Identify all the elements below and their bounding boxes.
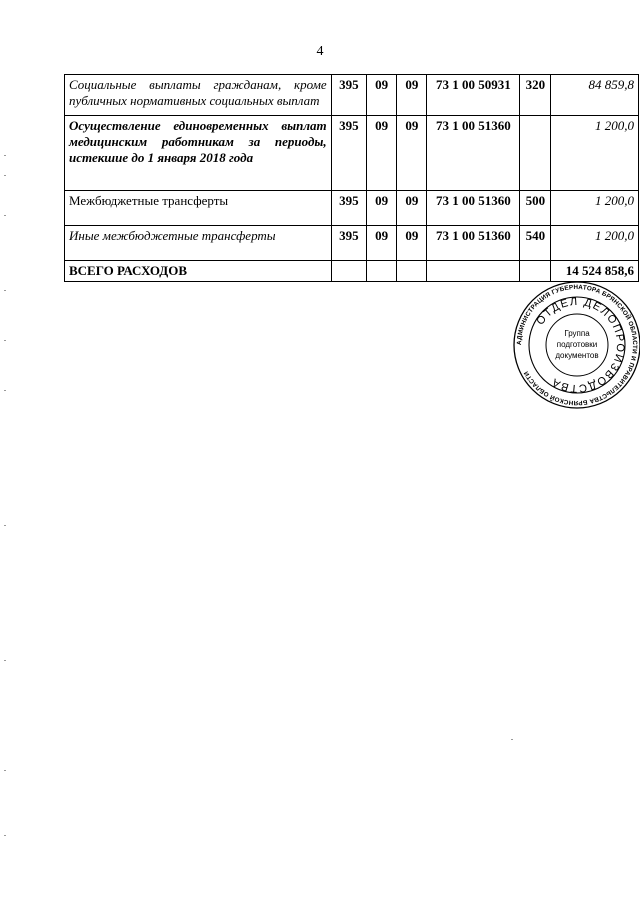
- scan-speck: [4, 155, 6, 156]
- stamp-seal-svg: [512, 270, 640, 420]
- scan-speck: [4, 175, 6, 176]
- total-label: ВСЕГО РАСХОДОВ: [65, 261, 332, 282]
- row-name: Иные межбюджетные трансферты: [65, 226, 332, 261]
- stamp-center-line: подготовки: [556, 340, 598, 349]
- row-sum: 84 859,8: [551, 75, 639, 116]
- scan-speck: [4, 770, 6, 771]
- row-gr-code: 395: [331, 75, 366, 116]
- row-pr-code: 09: [397, 75, 427, 116]
- page-number: 4: [316, 44, 324, 59]
- scan-speck: [4, 390, 6, 391]
- stamp-center-line: документов: [555, 351, 599, 360]
- row-name: Осуществление единовременных выплат медицинским работникам за периоды, истекшие до 1 января 2018 года: [65, 116, 332, 191]
- row-name: Социальные выплаты гражданам, кроме публичных нормативных социальных выплат: [65, 75, 332, 116]
- stamp-center-line: Группа: [564, 329, 590, 338]
- stamp-seal: [512, 270, 640, 420]
- scan-speck: [4, 290, 6, 291]
- row-gr-code: 395: [331, 191, 366, 226]
- stamp-outer-text: АДМИНИСТРАЦИЯ ГУБЕРНАТОРА БРЯНСКОЙ ОБЛАСТИ И ПРАВИТЕЛЬСТВА БРЯНСКОЙ ОБЛАСТИ: [515, 283, 639, 407]
- row-vr-code: 540: [520, 226, 551, 261]
- table-row: [65, 226, 639, 261]
- stamp-ring-text: ОТДЕЛ ДЕЛОПРОИЗВОДСТВА: [534, 295, 627, 395]
- row-vr-code: [520, 116, 551, 191]
- scan-speck: [4, 525, 6, 526]
- scan-speck: [4, 340, 6, 341]
- row-vr-code: 500: [520, 191, 551, 226]
- row-vr-code: 320: [520, 75, 551, 116]
- table-row: [65, 191, 639, 226]
- row-sum: 1 200,0: [551, 116, 639, 191]
- row-gr-code: 395: [331, 226, 366, 261]
- row-pr-code: 09: [397, 191, 427, 226]
- row-sum: 1 200,0: [551, 191, 639, 226]
- row-gr-code: 395: [331, 116, 366, 191]
- scan-speck: [4, 660, 6, 661]
- table-row: [65, 116, 639, 191]
- expenditure-table: [64, 74, 639, 282]
- row-sum: 1 200,0: [551, 226, 639, 261]
- row-rz-code: 09: [367, 226, 397, 261]
- row-csr-code: 73 1 00 51360: [427, 226, 520, 261]
- scan-speck: [511, 739, 513, 740]
- row-pr-code: 09: [397, 116, 427, 191]
- row-csr-code: 73 1 00 50931: [427, 75, 520, 116]
- row-csr-code: 73 1 00 51360: [427, 116, 520, 191]
- scan-speck: [4, 835, 6, 836]
- row-csr-code: 73 1 00 51360: [427, 191, 520, 226]
- row-pr-code: 09: [397, 226, 427, 261]
- scan-speck: [4, 215, 6, 216]
- row-rz-code: 09: [367, 75, 397, 116]
- table-row: [65, 75, 639, 116]
- total-sum: 14 524 858,6: [551, 261, 639, 282]
- row-rz-code: 09: [367, 116, 397, 191]
- row-name: Межбюджетные трансферты: [65, 191, 332, 226]
- row-rz-code: 09: [367, 191, 397, 226]
